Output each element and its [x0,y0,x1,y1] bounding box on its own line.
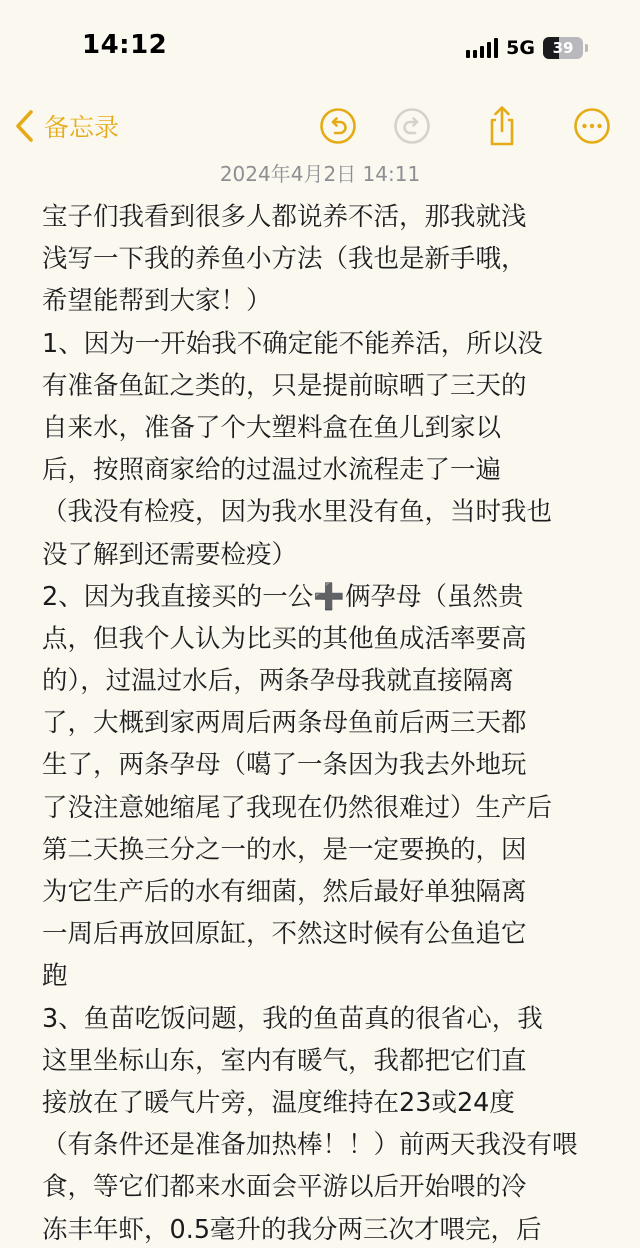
status-time: 14:12 [82,30,168,60]
note-line: 2、因为我直接买的一公➕俩孕母（虽然贵 [42,581,524,612]
note-line: 了没注意她缩尾了我现在仍然很难过）生产后 [42,792,553,823]
battery-cap [585,44,588,52]
note-line: 一周后再放回原缸，不然这时候有公鱼追它 [42,919,527,950]
note-line: （有条件还是准备加热棒！！）前两天我没有喂 [42,1130,578,1161]
status-bar [0,0,640,96]
note-line: 冻丰年虾，0.5毫升的我分两三次才喂完，后 [42,1214,542,1245]
note-line: 有准备鱼缸之类的，只是提前晾晒了三天的 [42,370,527,401]
back-chevron-icon [12,108,38,144]
note-line: 这里坐标山东，室内有暖气，我都把它们直 [42,1045,527,1076]
undo-button[interactable] [314,102,362,150]
note-line: 跑 [42,961,68,992]
more-button[interactable] [568,102,616,150]
note-line: 点，但我个人认为比买的其他鱼成活率要高 [42,623,527,654]
more-icon [572,106,612,146]
battery-percent: 39 [552,39,574,57]
note-line: 宝子们我看到很多人都说养不活，那我就浅 [42,202,527,232]
redo-button[interactable] [388,102,436,150]
note-date: 2024年4月2日 14:11 [219,162,421,186]
note-line: 1、因为一开始我不确定能不能养活，所以没 [42,328,543,359]
note-line: 自来水，准备了个大塑料盒在鱼儿到家以 [42,412,502,443]
note-line: 生了，两条孕母（噶了一条因为我去外地玩 [42,750,527,781]
note-line: 食，等它们都来水面会平游以后开始喂的冷 [42,1172,527,1203]
note-line: （我没有检疫，因为我水里没有鱼，当时我也 [42,497,553,528]
note-line: 后，按照商家给的过温过水流程走了一遍 [42,455,502,486]
undo-icon [318,106,358,146]
back-button[interactable] [12,104,119,148]
share-button[interactable] [478,102,526,150]
note-body[interactable] [42,196,602,1248]
back-label: 备忘录 [44,113,120,142]
network-type: 5G [506,37,535,59]
share-icon [482,104,522,148]
note-line: 了，大概到家两周后两条母鱼前后两三天都 [42,708,527,739]
cellular-signal-icon [466,38,498,58]
note-line: 接放在了暖气片旁，温度维持在23或24度 [42,1087,515,1118]
note-line: 为它生产后的水有细菌，然后最好单独隔离 [42,877,527,907]
status-indicators [466,34,588,62]
battery-icon [543,37,583,59]
note-line: 的），过温过水后，两条孕母我就直接隔离 [42,666,514,697]
redo-icon [392,106,432,146]
note-line: 浅写一下我的养鱼小方法（我也是新手哦， [42,244,527,275]
note-line: 希望能帮到大家！） [42,286,272,317]
note-line: 没了解到还需要检疫） [42,539,298,570]
note-line: 3、鱼苗吃饭问题，我的鱼苗真的很省心，我 [42,1003,543,1034]
navigation-bar [0,96,640,156]
note-line: 第二天换三分之一的水，是一定要换的，因 [42,834,527,865]
